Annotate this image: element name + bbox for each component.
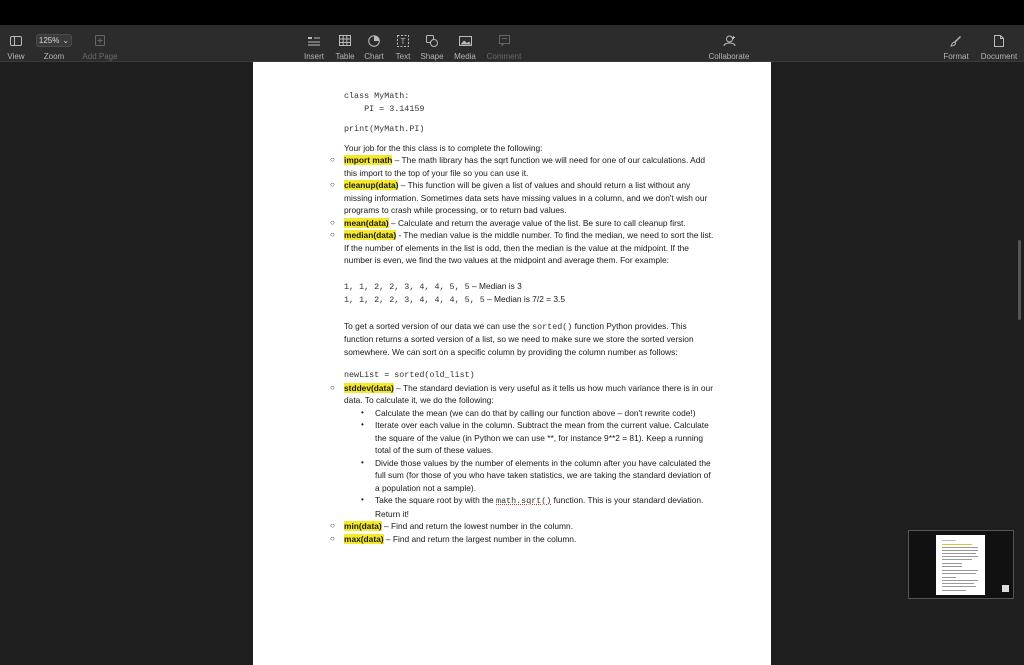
bullet-circle-icon: ○ [330, 155, 335, 164]
shape-label: Shape [420, 52, 444, 61]
step-text: Calculate the mean (we can do that by calling our function above – don't rewrite code!) [375, 407, 696, 418]
list-item-text: – This function will be given a list of values and should return a list without any missing information. Sometimes data sets have missing values in a column, and we don't wish our programs to crash while processing, or to return bad values. [344, 180, 708, 215]
chevron-down-icon: ⌄ [62, 36, 70, 45]
function-name-highlight: import math [344, 155, 393, 165]
function-name-highlight: cleanup(data) [344, 180, 399, 190]
zoom-value: 125% [38, 36, 60, 45]
list-item-text: – The math library has the sqrt function we will need for one of our calculations. Add this import to the top of your file so you can use it. [344, 155, 706, 178]
paintbrush-icon [950, 35, 962, 47]
insert-icon [308, 36, 320, 46]
function-name-highlight: max(data) [344, 533, 384, 544]
media-button[interactable] [453, 25, 477, 62]
bullet-dot-icon: • [361, 495, 364, 504]
bullet-circle-icon: ○ [330, 533, 335, 543]
list-item-cleanup [330, 179, 716, 217]
list-item-import-math [330, 154, 716, 179]
insert-button[interactable] [302, 25, 326, 62]
median-example-1 [344, 280, 716, 294]
list-item-min [330, 520, 716, 533]
inline-code: math.sqrt() [496, 496, 552, 506]
list-item-median [330, 229, 716, 267]
text-box-icon [397, 35, 409, 47]
document-icon [994, 35, 1004, 47]
add-page-button[interactable] [82, 25, 118, 62]
page-thumbnail[interactable] [936, 535, 985, 595]
sidebar-icon [10, 36, 22, 46]
bullet-circle-icon: ○ [330, 230, 335, 239]
shape-icon [426, 35, 438, 47]
comment-label: Comment [486, 52, 522, 61]
insert-label: Insert [303, 52, 324, 61]
window-top-strip [0, 0, 1024, 25]
shape-button[interactable] [420, 25, 444, 62]
add-page-icon [95, 35, 105, 46]
text-button[interactable] [391, 25, 415, 62]
step-text: function. This is your standard deviation. Return it! [375, 495, 704, 519]
thumbnail-toggle-button[interactable] [1002, 585, 1009, 592]
function-name-highlight: mean(data) [344, 217, 389, 228]
example-code: 1, 1, 2, 2, 3, 4, 4, 5, 5 [344, 281, 470, 292]
step-text: Iterate over each value in the column. Subtract the mean from the current value. Calculate the square of the value (in Python we can use **, for instance 9**2 = 81). Keep a running total of the sum of these values. [375, 420, 709, 455]
sub-item-step-1 [344, 407, 716, 420]
list-item-text: – Calculate and return the average value of the list. Be sure to call cleanup first. [388, 217, 686, 228]
collaborate-icon [723, 35, 736, 46]
list-item-stddev [330, 382, 716, 407]
toolbar [0, 25, 1024, 62]
example-code: 1, 1, 2, 2, 3, 4, 4, 4, 5, 5 [344, 295, 485, 305]
view-label: View [7, 52, 25, 61]
intro-paragraph: Your job for the this class is to complete the following: [344, 142, 543, 153]
document-page[interactable] [253, 62, 771, 665]
zoom-select[interactable] [36, 34, 72, 47]
code-print-line: print(MyMath.PI) [344, 124, 425, 134]
step-text: Divide those values by the number of elements in the column after you have calculated the full sum (for those of you who have taken statistics, we are taking the standard deviation of a population not a sample). [375, 457, 711, 493]
inline-code: sorted() [532, 321, 573, 332]
bullet-dot-icon: • [361, 407, 364, 417]
example-text: – Median is 7/2 = 3.5 [484, 294, 566, 304]
bullet-circle-icon: ○ [330, 180, 335, 189]
zoom-label: Zoom [43, 52, 65, 61]
media-label: Media [454, 52, 476, 61]
function-name-highlight: median(data) [344, 230, 397, 240]
media-icon [459, 36, 472, 46]
list-item-max [330, 533, 716, 546]
collaborate-label: Collaborate [708, 52, 750, 61]
bullet-dot-icon: • [361, 420, 364, 429]
sorted-paragraph [344, 320, 716, 359]
list-item-mean [330, 217, 716, 230]
text-label: Text [395, 52, 411, 61]
vertical-scrollbar[interactable] [1018, 240, 1021, 320]
list-item-text: - The median value is the middle number. To find the median, we need to sort the list. If the number of elements in the list is odd, then the median is the value at the midpoint. If the number is even, we find the two values at the midpoint and average them. For example: [344, 230, 714, 265]
example-text: – Median is 3 [469, 280, 522, 291]
svg-text:T: T [400, 36, 406, 46]
code-sorted-line: newList = sorted(old_list) [344, 370, 475, 380]
code-pi-line: PI = 3.14159 [344, 103, 425, 114]
page-thumbnail-navigator[interactable] [908, 530, 1014, 599]
table-icon [339, 35, 351, 46]
list-item-text: – Find and return the largest number in the column. [383, 533, 577, 544]
function-name-highlight: stddev(data) [344, 382, 394, 393]
document-body[interactable] [330, 90, 716, 545]
view-button[interactable] [4, 25, 28, 62]
collaborate-button[interactable] [704, 25, 754, 62]
median-example-2 [344, 293, 716, 307]
format-label: Format [943, 52, 969, 61]
table-label: Table [335, 52, 355, 61]
bullet-circle-icon: ○ [330, 382, 335, 392]
sorted-text: function Python provides. This function returns a sorted version of a list, so we need to make sure we store the sorted version somewhere. We can sort on a specific column by providing the column number as follows: [344, 320, 694, 357]
bullet-dot-icon: • [361, 457, 364, 467]
chart-icon [368, 35, 380, 47]
sorted-text: To get a sorted version of our data we can use the [344, 320, 533, 331]
document-label: Document [980, 52, 1018, 61]
add-page-label: Add Page [82, 52, 118, 61]
code-class-line: class MyMath: [344, 91, 410, 101]
chart-button[interactable] [362, 25, 386, 62]
function-name-highlight: min(data) [344, 521, 382, 531]
chart-label: Chart [364, 52, 384, 61]
step-text: Take the square root by with the [375, 495, 497, 505]
comment-button[interactable] [485, 25, 523, 62]
document-button[interactable] [979, 25, 1019, 62]
table-button[interactable] [333, 25, 357, 62]
list-item-text: – The standard deviation is very useful as it tells us how much variance there is in our data. To calculate it, we do the following: [344, 382, 713, 405]
format-button[interactable] [940, 25, 972, 62]
zoom-control[interactable] [35, 25, 73, 62]
sub-item-step-4 [344, 494, 716, 520]
bullet-circle-icon: ○ [330, 521, 335, 530]
bullet-circle-icon: ○ [330, 217, 335, 227]
list-item-text: – Find and return the lowest number in the column. [381, 521, 574, 531]
sub-item-step-2 [344, 419, 716, 457]
comment-icon [499, 35, 510, 46]
sub-item-step-3 [344, 457, 716, 495]
